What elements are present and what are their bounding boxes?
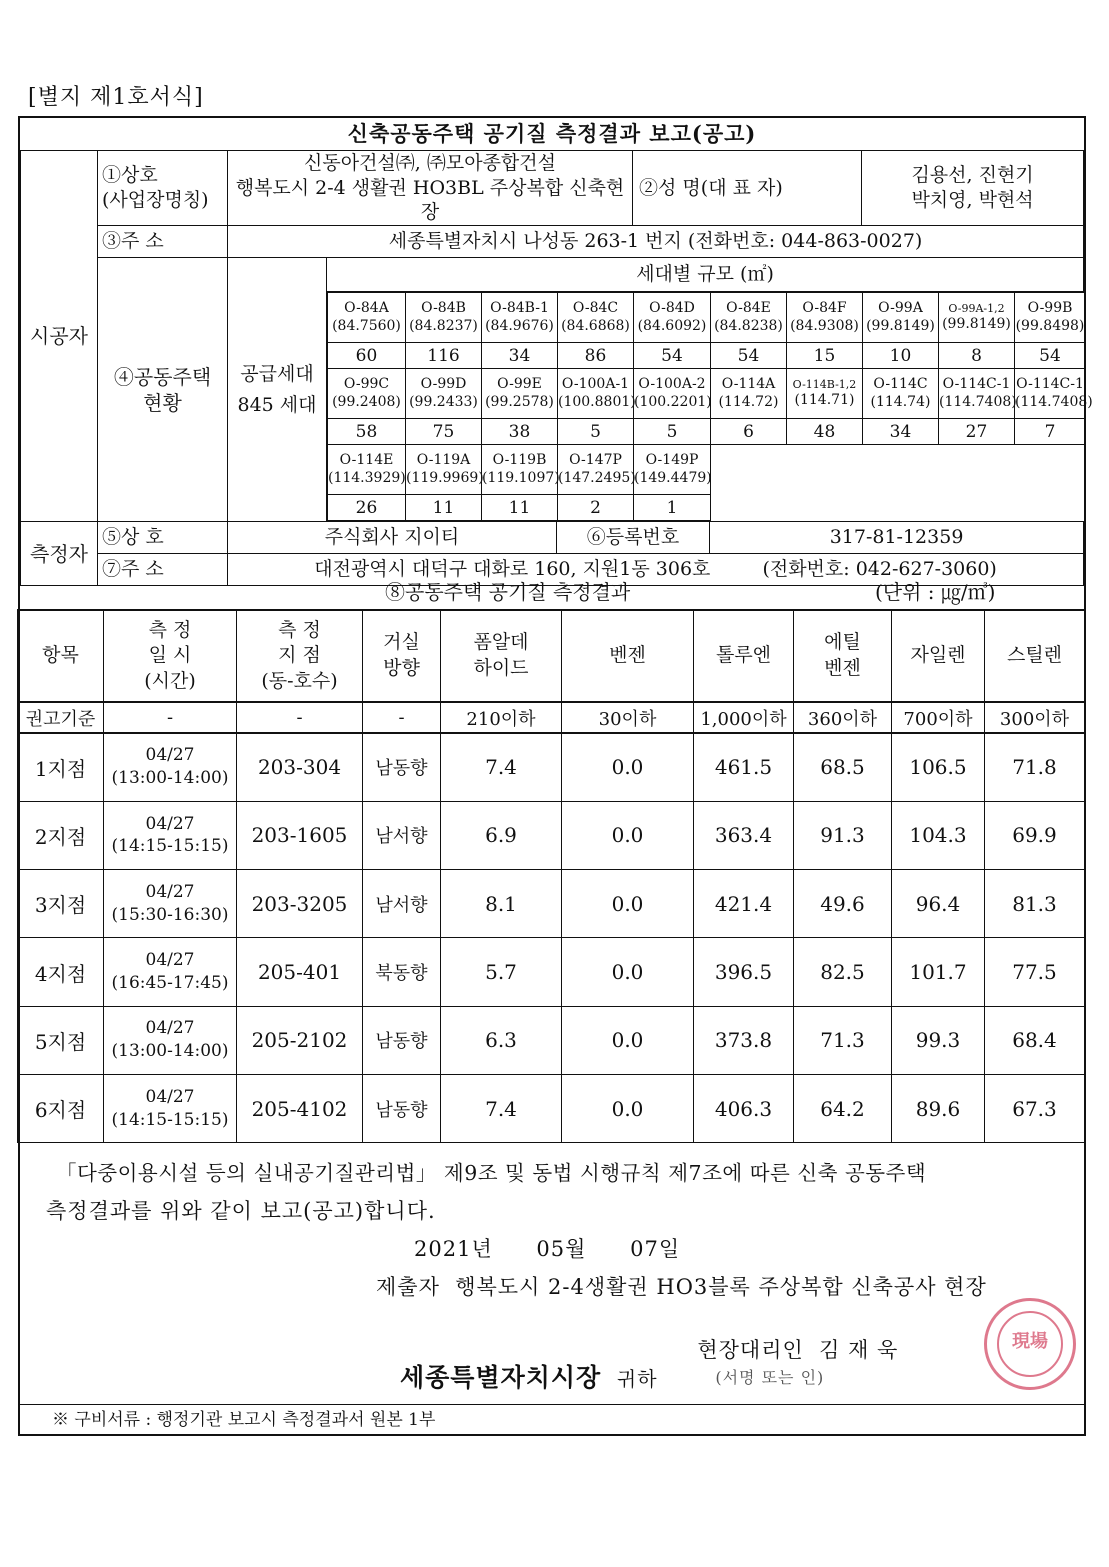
xylene-value: 104.3 (892, 801, 985, 869)
unit-type-cell (1015, 293, 1086, 343)
header-styrene: 스틸렌 (985, 610, 1085, 702)
empty-cell (711, 445, 787, 495)
styrene-value: 81.3 (985, 870, 1085, 938)
unit-area: (114.71) (794, 391, 855, 408)
builder-address-label: ③주 소 (98, 226, 228, 258)
unit-count: 116 (406, 343, 482, 369)
unit-type: O-100A-1 (561, 376, 630, 393)
units-grid (327, 292, 1093, 521)
point-label: 6지점 (18, 1074, 104, 1142)
unit-area: (100.2201) (634, 393, 712, 410)
empty-cell (787, 445, 863, 495)
unit-area: (84.7560) (332, 317, 401, 334)
standard-ethylbenzene: 360이하 (794, 702, 892, 733)
unit-count: 60 (328, 343, 406, 369)
header-ethylbenzene: 에틸 벤젠 (794, 610, 892, 702)
registration-value: 317-81-12359 (710, 522, 1084, 554)
unit-area: (99.8149) (866, 317, 935, 334)
unit-count: 5 (634, 419, 711, 445)
point-label: 5지점 (18, 1006, 104, 1074)
unit-type: O-100A-2 (638, 376, 706, 393)
unit-type: O-99A (878, 300, 923, 317)
unit-type-cell (787, 369, 863, 419)
empty-cell (711, 495, 787, 521)
unit-type-cell (711, 369, 787, 419)
builder-address-value: 세종특별자치시 나성동 263-1 번지 (전화번호: 044-863-0027) (228, 226, 1084, 258)
unit-area: (149.4479) (634, 469, 712, 486)
housing-label: ④공동주택 현황 (98, 258, 228, 522)
unit-area: (99.2433) (409, 393, 478, 410)
unit-count: 11 (482, 495, 558, 521)
measure-datetime (104, 870, 237, 938)
measure-datetime (104, 1006, 237, 1074)
living-room-direction: 남서향 (363, 801, 441, 869)
unit-type-cell (406, 369, 482, 419)
formaldehyde-value: 6.9 (441, 801, 562, 869)
unit-type: O-114C-1 (942, 376, 1011, 393)
ethylbenzene-value: 64.2 (794, 1074, 892, 1142)
measure-datetime (104, 938, 237, 1006)
unit-count: 48 (787, 419, 863, 445)
unit-area: (84.6092) (637, 317, 707, 334)
benzene-value: 0.0 (562, 870, 694, 938)
unit-count: 7 (1015, 419, 1086, 445)
benzene-value: 0.0 (562, 938, 694, 1006)
unit-type: O-119A (416, 452, 471, 469)
unit-type-cell (634, 369, 711, 419)
unit-type: O-119B (492, 452, 547, 469)
standard-direction: - (363, 702, 441, 733)
toluene-value: 373.8 (694, 1006, 794, 1074)
header-formaldehyde: 폼알데 하이드 (441, 610, 562, 702)
unit-type-cell (482, 445, 558, 495)
company-name-label: ①상호 (사업장명칭) (98, 151, 228, 226)
statement-date: 2021년 05월 07일 (414, 1237, 681, 1261)
registration-label: ⑥등록번호 (557, 522, 710, 554)
units-grid-cell (327, 292, 1093, 522)
unit-type-cell (1015, 369, 1093, 419)
unit-count: 1 (634, 495, 711, 521)
measure-time: (14:15-15:15) (111, 836, 229, 857)
formaldehyde-value: 7.4 (441, 733, 562, 801)
unit-type-cell (711, 293, 787, 343)
unit-count: 54 (711, 343, 787, 369)
unit-type: O-147P (569, 452, 622, 469)
unit-type: O-99C (343, 376, 390, 393)
unit-type: O-84F (802, 300, 847, 317)
unit-count: 6 (711, 419, 787, 445)
unit-count: 38 (482, 419, 558, 445)
header-item: 항목 (18, 610, 104, 702)
styrene-value: 77.5 (985, 938, 1085, 1006)
standard-toluene: 1,000이하 (694, 702, 794, 733)
empty-cell (1015, 445, 1086, 495)
standard-formaldehyde: 210이하 (441, 702, 562, 733)
representative-value: 김용선, 진현기 박치영, 박현석 (862, 151, 1084, 226)
unit-type: O-99D (420, 376, 467, 393)
unit-type-cell (406, 445, 482, 495)
ethylbenzene-value: 71.3 (794, 1006, 892, 1074)
unit-type: O-149P (645, 452, 699, 469)
unit-type-cell (939, 293, 1015, 343)
measure-datetime (104, 733, 237, 801)
unit-type-cell (558, 369, 634, 419)
measure-date: 04/27 (145, 745, 195, 766)
builder-table (20, 150, 1093, 586)
footnote: ※ 구비서류 : 행정기관 보고시 측정결과서 원본 1부 (20, 1404, 1084, 1435)
unit-number: 203-3205 (237, 870, 363, 938)
representative-label: ②성 명(대 표 자) (633, 151, 862, 226)
empty-cell (1015, 495, 1086, 521)
ethylbenzene-value: 49.6 (794, 870, 892, 938)
measure-time: (14:15-15:15) (111, 1109, 229, 1130)
header-benzene: 벤젠 (562, 610, 694, 702)
living-room-direction: 남동향 (363, 1074, 441, 1142)
unit-area: (84.8238) (714, 317, 783, 334)
unit-type: O-84A (344, 300, 389, 317)
unit-count: 10 (863, 343, 939, 369)
addressee: 세종특별자치시장 귀하 (400, 1363, 658, 1392)
unit-area: (99.8149) (942, 315, 1011, 332)
unit-type: O-114C (873, 376, 928, 393)
unit-area: (84.9308) (790, 317, 859, 334)
supply-cell: 공급세대 845 세대 (228, 258, 327, 522)
signature-note: (서명 또는 인) (715, 1368, 825, 1387)
results-title-row (20, 575, 1084, 609)
header-toluene: 톨루엔 (694, 610, 794, 702)
xylene-value: 96.4 (892, 870, 985, 938)
header-point: 측 정 지 점 (동-호수) (237, 610, 363, 702)
unit-type: O-84B-1 (490, 300, 549, 317)
unit-type-cell (863, 369, 939, 419)
unit-count: 34 (863, 419, 939, 445)
ethylbenzene-value: 91.3 (794, 801, 892, 869)
statement-line-1: 「다중이용시설 등의 실내공기질관리법」 제9조 및 동법 시행규칙 제7조에 따른 신축 공동주택 (56, 1161, 927, 1185)
unit-type: O-99E (497, 376, 542, 393)
unit-type: O-99B (1027, 300, 1073, 317)
unit-type-cell (328, 293, 406, 343)
unit-type: O-84C (572, 300, 619, 317)
standard-xylene: 700이하 (892, 702, 985, 733)
standard-benzene: 30이하 (562, 702, 694, 733)
unit-area: (114.3929) (328, 469, 406, 486)
measure-time: (13:00-14:00) (111, 768, 229, 789)
unit-type: O-114C-1 (1016, 376, 1084, 393)
unit-type-cell (482, 293, 558, 343)
toluene-value: 421.4 (694, 870, 794, 938)
result-row (18, 801, 1085, 869)
unit-type-cell (634, 445, 711, 495)
point-label: 4지점 (18, 938, 104, 1006)
formaldehyde-value: 8.1 (441, 870, 562, 938)
unit-type-cell (939, 369, 1015, 419)
measure-date: 04/27 (145, 950, 195, 971)
unit-type: O-84D (649, 300, 695, 317)
unit-type-cell (863, 293, 939, 343)
ethylbenzene-value: 82.5 (794, 938, 892, 1006)
units-header: 세대별 규모 (㎡) (327, 258, 1084, 292)
living-room-direction: 남동향 (363, 733, 441, 801)
styrene-value: 71.8 (985, 733, 1085, 801)
unit-area: (119.1097) (482, 469, 560, 486)
unit-count: 26 (328, 495, 406, 521)
unit-area: (114.74) (870, 393, 931, 410)
result-row (18, 1074, 1085, 1142)
point-label: 1지점 (18, 733, 104, 801)
measurer-address-label: ⑦주 소 (98, 554, 228, 586)
empty-cell (863, 445, 939, 495)
unit-area: (84.9676) (485, 317, 554, 334)
unit-count: 15 (787, 343, 863, 369)
formaldehyde-value: 7.4 (441, 1074, 562, 1142)
styrene-value: 68.4 (985, 1006, 1085, 1074)
standard-point: - (237, 702, 363, 733)
results-table (17, 609, 1085, 1143)
header-direction: 거실 방향 (363, 610, 441, 702)
xylene-value: 89.6 (892, 1074, 985, 1142)
measure-time: (13:00-14:00) (111, 1041, 229, 1062)
xylene-value: 99.3 (892, 1006, 985, 1074)
benzene-value: 0.0 (562, 1074, 694, 1142)
unit-count: 54 (634, 343, 711, 369)
unit-area: (114.72) (718, 393, 779, 410)
standard-styrene: 300이하 (985, 702, 1085, 733)
unit-type-cell (482, 369, 558, 419)
unit-count: 86 (558, 343, 634, 369)
measure-date: 04/27 (145, 1086, 195, 1107)
toluene-value: 396.5 (694, 938, 794, 1006)
unit-area: (147.2495) (558, 469, 636, 486)
unit-area: (99.2578) (485, 393, 554, 410)
unit-area: (114.7408) (939, 393, 1017, 410)
unit-type: O-99A-1,2 (948, 301, 1005, 315)
unit-type: O-114B-1,2 (792, 377, 857, 391)
xylene-value: 106.5 (892, 733, 985, 801)
unit-count: 27 (939, 419, 1015, 445)
living-room-direction: 남서향 (363, 870, 441, 938)
formaldehyde-value: 6.3 (441, 1006, 562, 1074)
statement-line-2: 측정결과를 위와 같이 보고(공고)합니다. (46, 1199, 436, 1223)
result-row (18, 938, 1085, 1006)
result-row (18, 870, 1085, 938)
styrene-value: 69.9 (985, 801, 1085, 869)
point-label: 3지점 (18, 870, 104, 938)
unit-area: (114.7408) (1015, 393, 1093, 410)
unit-type: O-114A (721, 376, 776, 393)
point-label: 2지점 (18, 801, 104, 869)
unit-number: 203-304 (237, 733, 363, 801)
toluene-value: 461.5 (694, 733, 794, 801)
unit-count: 5 (558, 419, 634, 445)
header-xylene: 자일렌 (892, 610, 985, 702)
unit-count: 75 (406, 419, 482, 445)
benzene-value: 0.0 (562, 733, 694, 801)
unit-number: 205-2102 (237, 1006, 363, 1074)
header-datetime: 측 정 일 시 (시간) (104, 610, 237, 702)
measure-datetime (104, 801, 237, 869)
result-row (18, 733, 1085, 801)
unit-count: 34 (482, 343, 558, 369)
company-name-value: 신동아건설㈜, ㈜모아종합건설 행복도시 2-4 생활권 HO3BL 주상복합 신축현장 (228, 151, 633, 226)
official-seal: 現場 (984, 1298, 1076, 1390)
unit-count: 11 (406, 495, 482, 521)
formaldehyde-value: 5.7 (441, 938, 562, 1006)
unit-type-cell (406, 293, 482, 343)
unit-type-cell (558, 293, 634, 343)
unit-type-cell (634, 293, 711, 343)
unit-count: 58 (328, 419, 406, 445)
unit-type-cell (558, 445, 634, 495)
measurer-name-value: 주식회사 지이티 (228, 522, 557, 554)
unit-count: 8 (939, 343, 1015, 369)
empty-cell (939, 445, 1015, 495)
results-unit: (단위 : ㎍/㎥) (875, 580, 996, 604)
unit-type: O-84B (421, 300, 466, 317)
unit-area: (99.8498) (1015, 317, 1085, 334)
empty-cell (863, 495, 939, 521)
empty-cell (787, 495, 863, 521)
unit-area: (84.8237) (409, 317, 478, 334)
measure-date: 04/27 (145, 881, 195, 902)
ethylbenzene-value: 68.5 (794, 733, 892, 801)
measurer-section-label: 측정자 (21, 522, 98, 586)
unit-count: 54 (1015, 343, 1086, 369)
toluene-value: 406.3 (694, 1074, 794, 1142)
xylene-value: 101.7 (892, 938, 985, 1006)
measurer-name-label: ⑤상 호 (98, 522, 228, 554)
standard-datetime: - (104, 702, 237, 733)
living-room-direction: 북동향 (363, 938, 441, 1006)
unit-area: (119.9969) (406, 469, 484, 486)
unit-type-cell (328, 445, 406, 495)
measure-date: 04/27 (145, 813, 195, 834)
unit-area: (100.8801) (558, 393, 636, 410)
living-room-direction: 남동향 (363, 1006, 441, 1074)
document-title: 신축공동주택 공기질 측정결과 보고(공고) (20, 118, 1084, 151)
unit-type-cell (787, 293, 863, 343)
results-title: ⑧공동주택 공기질 측정결과 (385, 580, 631, 604)
submitter: 제출자 행복도시 2-4생활권 HO3블록 주상복합 신축공사 현장 (376, 1275, 987, 1299)
unit-area: (99.2408) (332, 393, 401, 410)
measure-datetime (104, 1074, 237, 1142)
unit-type: O-114E (339, 452, 394, 469)
measure-date: 04/27 (145, 1018, 195, 1039)
site-agent: 현장대리인 김 재 욱 (서명 또는 인) (697, 1338, 899, 1387)
unit-type-cell (328, 369, 406, 419)
measurer-address-value: 대전광역시 대덕구 대화로 160, 지원1동 306호 (전화번호: 042-627-3060) (228, 554, 1084, 586)
unit-number: 205-401 (237, 938, 363, 1006)
unit-number: 203-1605 (237, 801, 363, 869)
styrene-value: 67.3 (985, 1074, 1085, 1142)
benzene-value: 0.0 (562, 801, 694, 869)
toluene-value: 363.4 (694, 801, 794, 869)
unit-area: (84.6868) (561, 317, 630, 334)
unit-count: 2 (558, 495, 634, 521)
measure-time: (16:45-17:45) (111, 973, 229, 994)
unit-number: 205-4102 (237, 1074, 363, 1142)
unit-type: O-84E (726, 300, 771, 317)
measure-time: (15:30-16:30) (111, 904, 229, 925)
form-label: [별지 제1호서식] (28, 85, 204, 110)
result-row (18, 1006, 1085, 1074)
benzene-value: 0.0 (562, 1006, 694, 1074)
standard-label: 권고기준 (18, 702, 104, 733)
builder-section-label: 시공자 (21, 151, 98, 522)
empty-cell (939, 495, 1015, 521)
